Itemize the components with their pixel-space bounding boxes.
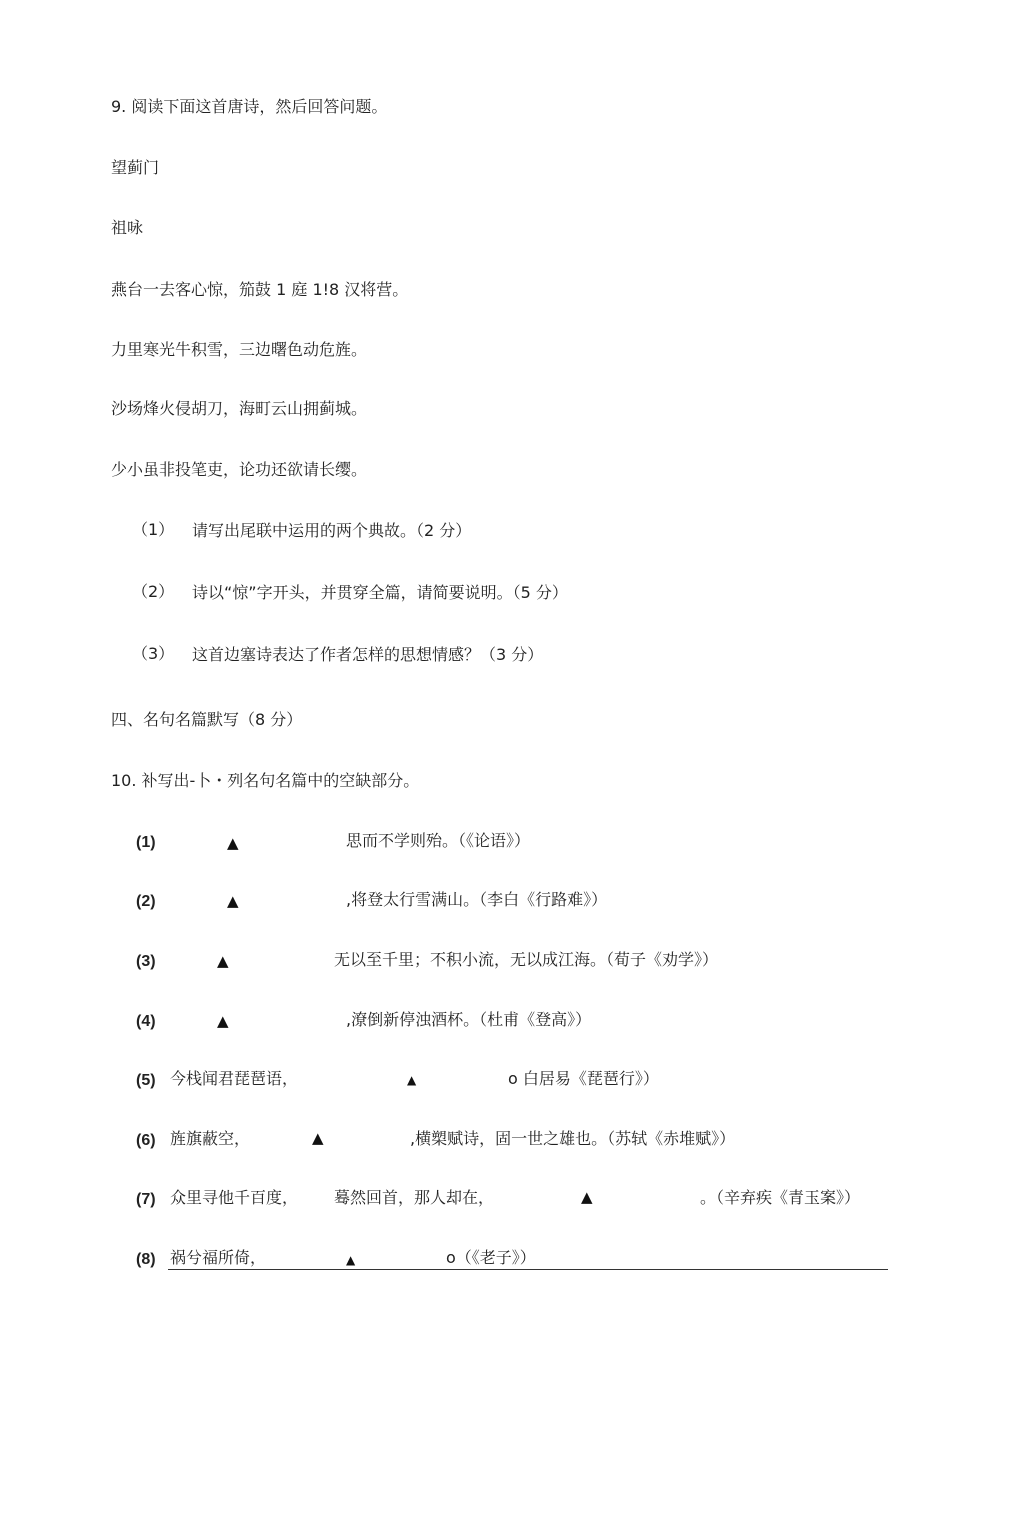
item-8-text: o（《老子》） — [446, 1248, 536, 1267]
item-5-text: o 白居易《琵琶行》） — [508, 1069, 659, 1088]
item-7-text: 。（辛弃疾《青玉案》） — [700, 1188, 861, 1207]
item-6-prefix: 旌旗蔽空， — [170, 1129, 251, 1148]
poem-line-4: 少小虽非投笔吏，论功还欲请长缨。 — [111, 460, 368, 479]
poem-line-2: 力里寒光牛积雪，三边曙色动危旌。 — [111, 340, 368, 359]
poem-line-1: 燕台一去客心惊，笳鼓 1 庭 1!8 汉将营。 — [111, 280, 409, 299]
item-6-text: ,横槊赋诗，固一世之雄也。（苏轼《赤堆赋》） — [410, 1129, 736, 1148]
item-1-number: (1) — [136, 834, 156, 851]
subq-3-number: （3） — [132, 644, 175, 663]
item-6-number: (6) — [136, 1132, 156, 1149]
item-2-text: ,将登太行雪满山。（李白《行路难》） — [346, 890, 608, 909]
item-3-text: 无以至千里；不积小流，无以成江海。（荀子《劝学》） — [334, 950, 719, 969]
item-5-blank-marker: ▲ — [407, 1073, 417, 1087]
item-6-blank-marker: ▲ — [312, 1129, 324, 1147]
subq-2-number: （2） — [132, 582, 175, 601]
item-8-underline — [168, 1269, 888, 1270]
item-1-blank-marker: ▲ — [227, 834, 239, 852]
item-4-number: (4) — [136, 1013, 156, 1030]
poem-title: 望蓟门 — [111, 158, 160, 177]
item-1-text: 思而不学则殆。（《论语》） — [346, 831, 531, 850]
subq-1-text: 请写出尾联中运用的两个典故。（2 分） — [192, 521, 472, 540]
item-4-text: ,潦倒新停浊酒杯。（杜甫《登高》） — [346, 1010, 592, 1029]
item-8-prefix: 祸兮福所倚， — [170, 1248, 267, 1267]
item-7-blank-marker: ▲ — [581, 1188, 593, 1206]
item-8-number: (8) — [136, 1251, 156, 1268]
poem-author: 祖咏 — [111, 218, 144, 237]
subq-3-text: 这首边塞诗表达了作者怎样的思想情感？（3 分） — [192, 645, 544, 664]
subq-1-number: （1） — [132, 520, 175, 539]
section4-heading: 四、名句名篇默写（8 分） — [111, 710, 303, 729]
item-7-number: (7) — [136, 1191, 156, 1208]
item-4-blank-marker: ▲ — [217, 1012, 229, 1030]
q10-heading: 10. 补写出-卜・列名句名篇中的空缺部分。 — [111, 771, 420, 790]
item-8-blank-marker: ▲ — [346, 1253, 356, 1267]
item-3-blank-marker: ▲ — [217, 952, 229, 970]
poem-line-3: 沙场烽火侵胡刀，海町云山拥蓟城。 — [111, 399, 368, 418]
q9-heading: 9. 阅读下面这首唐诗，然后回答问题。 — [111, 97, 388, 116]
item-2-blank-marker: ▲ — [227, 892, 239, 910]
item-7-middle: 蓦然回首，那人却在， — [334, 1188, 495, 1207]
item-5-number: (5) — [136, 1072, 156, 1089]
subq-2-text: 诗以“惊”字开头，并贯穿全篇，请简要说明。（5 分） — [192, 583, 568, 602]
item-3-number: (3) — [136, 953, 156, 970]
item-2-number: (2) — [136, 893, 156, 910]
item-7-prefix: 众里寻他千百度， — [170, 1188, 299, 1207]
item-5-prefix: 今栈闻君琵琶语， — [170, 1069, 299, 1088]
